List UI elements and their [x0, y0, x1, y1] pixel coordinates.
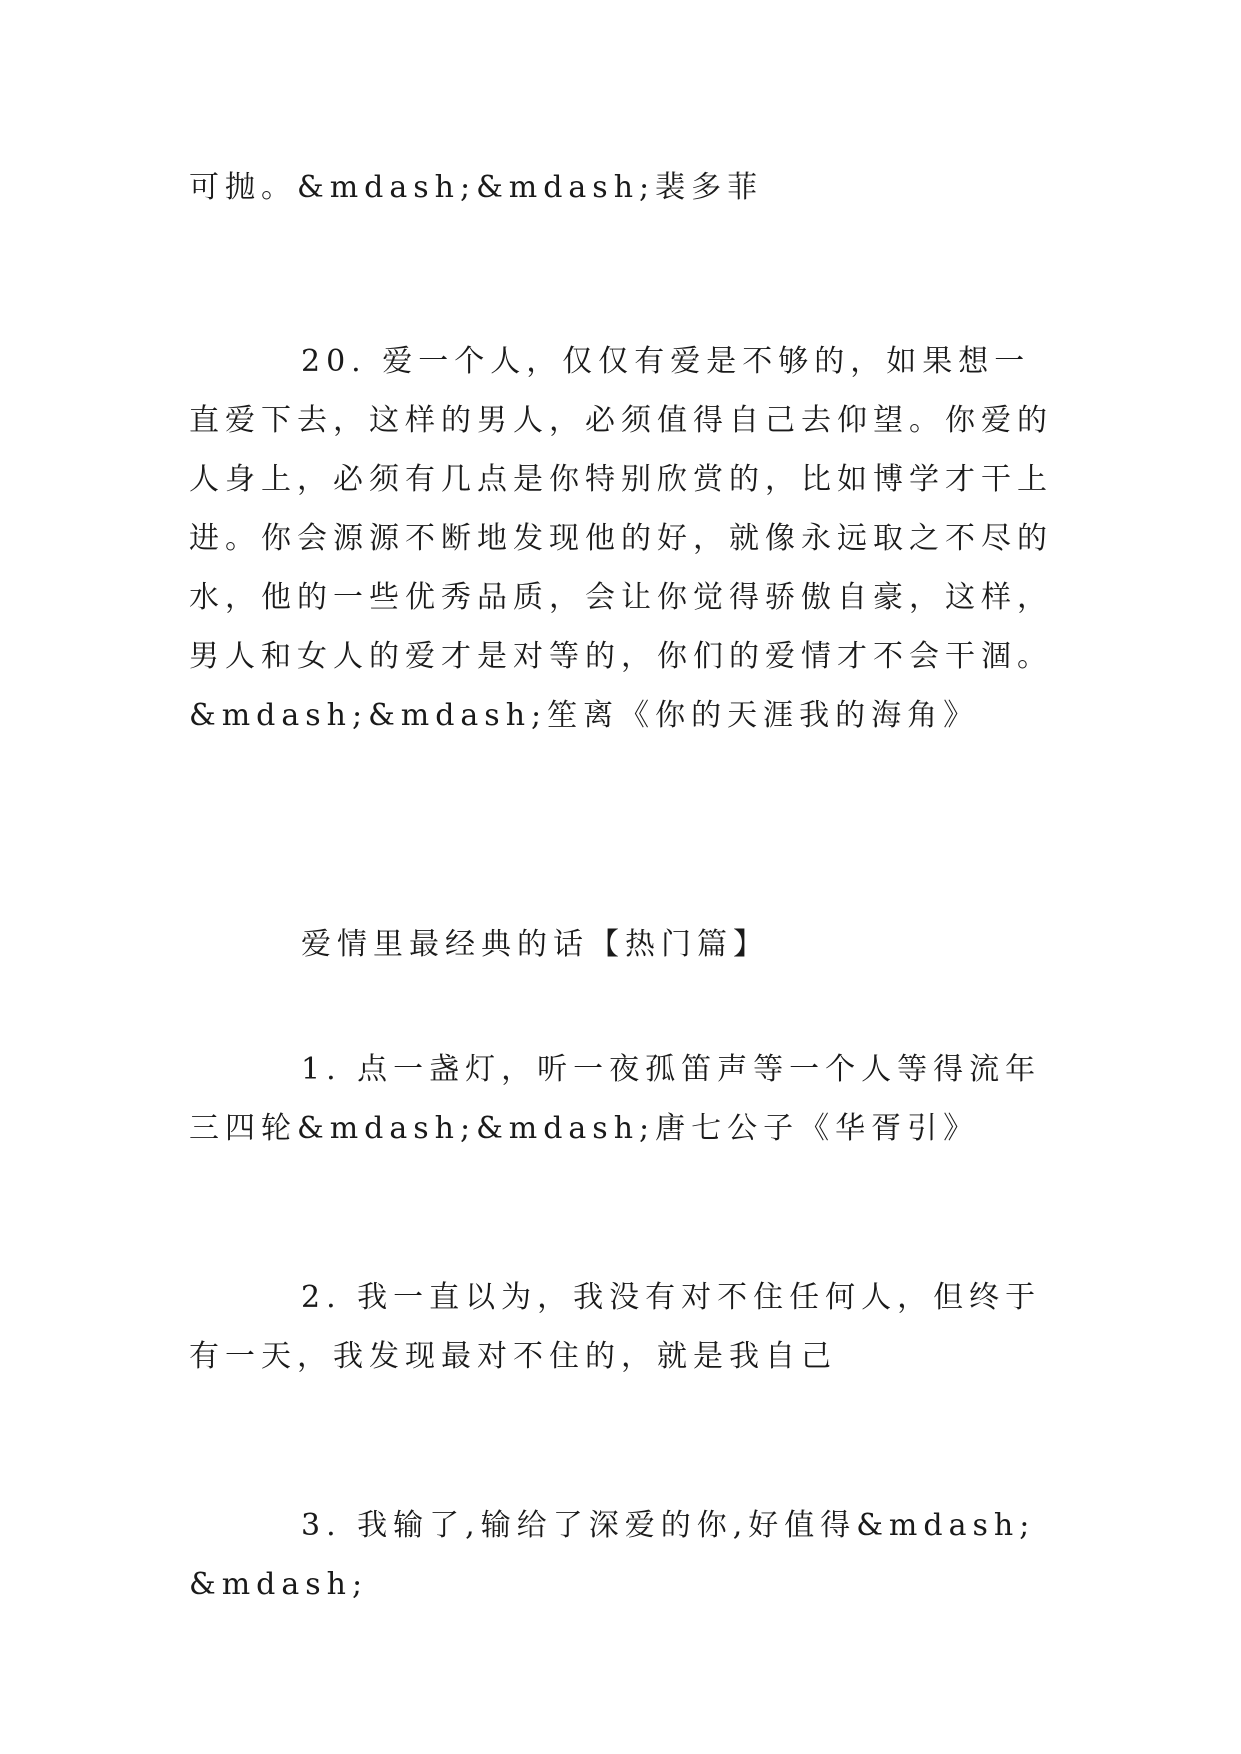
quote-2-paragraph: 2. 我一直以为，我没有对不住任何人，但终于有一天，我发现最对不住的，就是我自己 — [189, 1280, 1042, 1374]
section-heading: 爱情里最经典的话【热门篇】 — [301, 927, 769, 962]
paragraph-continuation: 可抛。&mdash;&mdash;裴多菲 — [189, 170, 764, 205]
quote-1-paragraph: 1. 点一盏灯，听一夜孤笛声等一个人等得流年三四轮&mdash;&mdash;唐七公子《华胥引》 — [189, 1052, 1042, 1146]
quote-20-paragraph: 20. 爱一个人，仅仅有爱是不够的，如果想一直爱下去，这样的男人，必须值得自己去仰望。你爱的人身上，必须有几点是你特别欣赏的，比如博学才干上进。你会源源不断地发现他的好，就像永远取之不尽的水，他的一些优秀品质，会让你觉得骄傲自豪，这样，男人和女人的爱才是对等的，你们的爱情才不会干涸。&mdash;&mdash;笙离《你的天涯我的海角》 — [189, 344, 1053, 733]
quote-3-paragraph: 3. 我输了,输给了深爱的你,好值得&mdash;&mdash; — [189, 1508, 1036, 1602]
